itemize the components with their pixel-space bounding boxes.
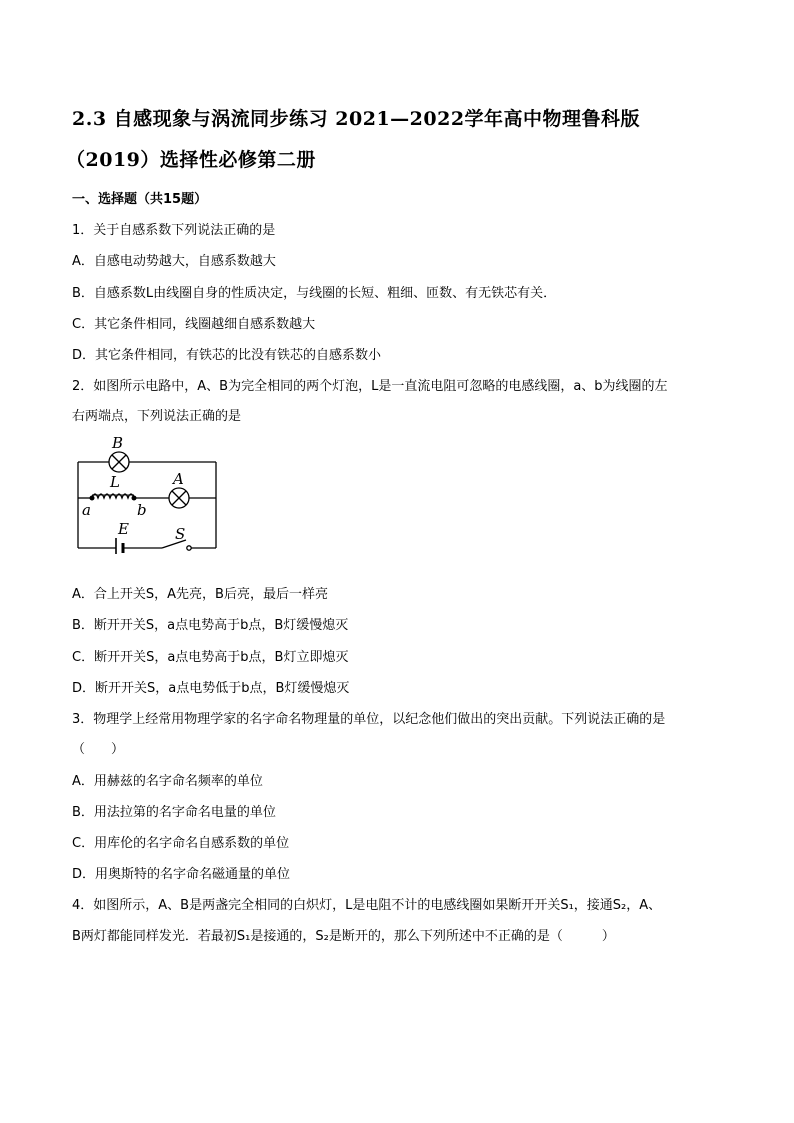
question-2-stem-line-1: 2．如图所示电路中，A、B为完全相同的两个灯泡，L是一直流电阻可忽略的电感线圈，a、b为线圈的左 [72, 379, 668, 394]
label-e: E [118, 520, 129, 538]
question-3-stem-line-1: 3．物理学上经常用物理学家的名字命名物理量的单位，以纪念他们做出的突出贡献。下列说法正确的是 [72, 712, 666, 727]
question-1-option-a: A．自感电动势越大，自感系数越大 [72, 254, 276, 269]
question-3-option-a: A．用赫兹的名字命名频率的单位 [72, 774, 263, 789]
label-b: B [112, 434, 124, 452]
question-2-option-c: C．断开开关S，a点电势高于b点，B灯立即熄灭 [72, 650, 349, 665]
node-a [90, 496, 95, 501]
question-3-stem-line-2: （ ） [72, 742, 125, 757]
label-a: A [173, 470, 184, 488]
label-l: L [110, 473, 120, 491]
lamp-a-icon [169, 488, 189, 508]
question-2-stem-line-2: 右两端点，下列说法正确的是 [72, 409, 242, 424]
question-2-option-b: B．断开开关S，a点电势高于b点，B灯缓慢熄灭 [72, 618, 349, 633]
question-1-option-c: C．其它条件相同，线圈越细自感系数越大 [72, 317, 316, 332]
question-4-stem-line-1: 4．如图所示，A、B是两盏完全相同的白炽灯，L是电阻不计的电感线圈如果断开开关S₁，接通S₂，A、 [72, 898, 662, 913]
battery-icon [116, 538, 123, 554]
question-4-stem-line-2: B两灯都能同样发光．若最初S₁是接通的，S₂是断开的，那么下列所述中不正确的是（ ） [72, 929, 615, 944]
node-b [132, 496, 137, 501]
question-1-option-d: D．其它条件相同，有铁芯的比没有铁芯的自感系数小 [72, 348, 382, 363]
question-2-option-a: A．合上开关S，A先亮，B后亮，最后一样亮 [72, 587, 328, 602]
page-title-line-1: 2.3 自感现象与涡流同步练习 2021—2022学年高中物理鲁科版 [72, 108, 641, 130]
question-3-option-b: B．用法拉第的名字命名电量的单位 [72, 805, 276, 820]
circuit-diagram [74, 432, 224, 554]
question-3-option-d: D．用奥斯特的名字命名磁通量的单位 [72, 867, 291, 882]
question-2-option-d: D．断开开关S，a点电势低于b点，B灯缓慢熄灭 [72, 681, 350, 696]
lamp-b-icon [109, 452, 129, 472]
label-s: S [175, 525, 186, 543]
section-heading: 一、选择题（共15题） [72, 192, 208, 207]
label-node-a: a [82, 501, 91, 519]
page-title-line-2: （2019）选择性必修第二册 [66, 149, 316, 171]
label-node-b: b [137, 501, 147, 519]
question-1-option-b: B．自感系数L由线圈自身的性质决定，与线圈的长短、粗细、匝数、有无铁芯有关． [72, 286, 557, 301]
question-1-stem: 1．关于自感系数下列说法正确的是 [72, 223, 276, 238]
question-3-option-c: C．用库伦的名字命名自感系数的单位 [72, 836, 290, 851]
